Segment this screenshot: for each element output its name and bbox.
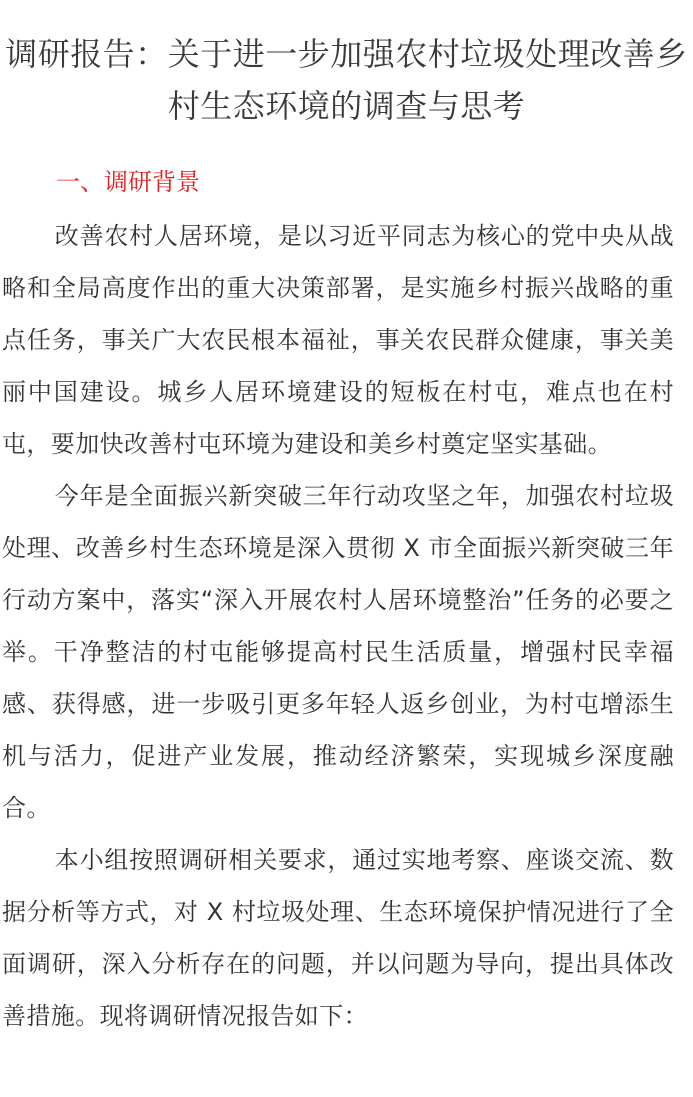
section-heading: 一、调研背景 <box>56 168 200 196</box>
section-body <box>2 210 674 1042</box>
paragraph: 今年是全面振兴新突破三年行动攻坚之年，加强农村垃圾处理、改善乡村生态环境是深入贯彻 X 市全面振兴新突破三年行动方案中，落实“深入开展农村人居环境整治”任务的必要之举。干净整洁的村屯能够提高村民生活质量，增强村民幸福感、获得感，进一步吸引更多年轻人返乡创业，为村屯增添生机与活力，促进产业发展，推动经济繁荣，实现城乡深度融合。 <box>2 482 674 822</box>
paragraph: 改善农村人居环境，是以习近平同志为核心的党中央从战略和全局高度作出的重大决策部署，是实施乡村振兴战略的重点任务，事关广大农民根本福祉，事关农民群众健康，事关美丽中国建设。城乡人居环境建设的短板在村屯，难点也在村屯，要加快改善村屯环境为建设和美乡村奠定坚实基础。 <box>2 222 674 458</box>
paragraph: 本小组按照调研相关要求，通过实地考察、座谈交流、数据分析等方式，对 X 村垃圾处理、生态环境保护情况进行了全面调研，深入分析存在的问题，并以问题为导向，提出具体改善措施。现将调研情况报告如下： <box>2 846 674 1030</box>
document-title: 调研报告：关于进一步加强农村垃圾处理改善乡村生态环境的调查与思考 <box>5 35 688 125</box>
